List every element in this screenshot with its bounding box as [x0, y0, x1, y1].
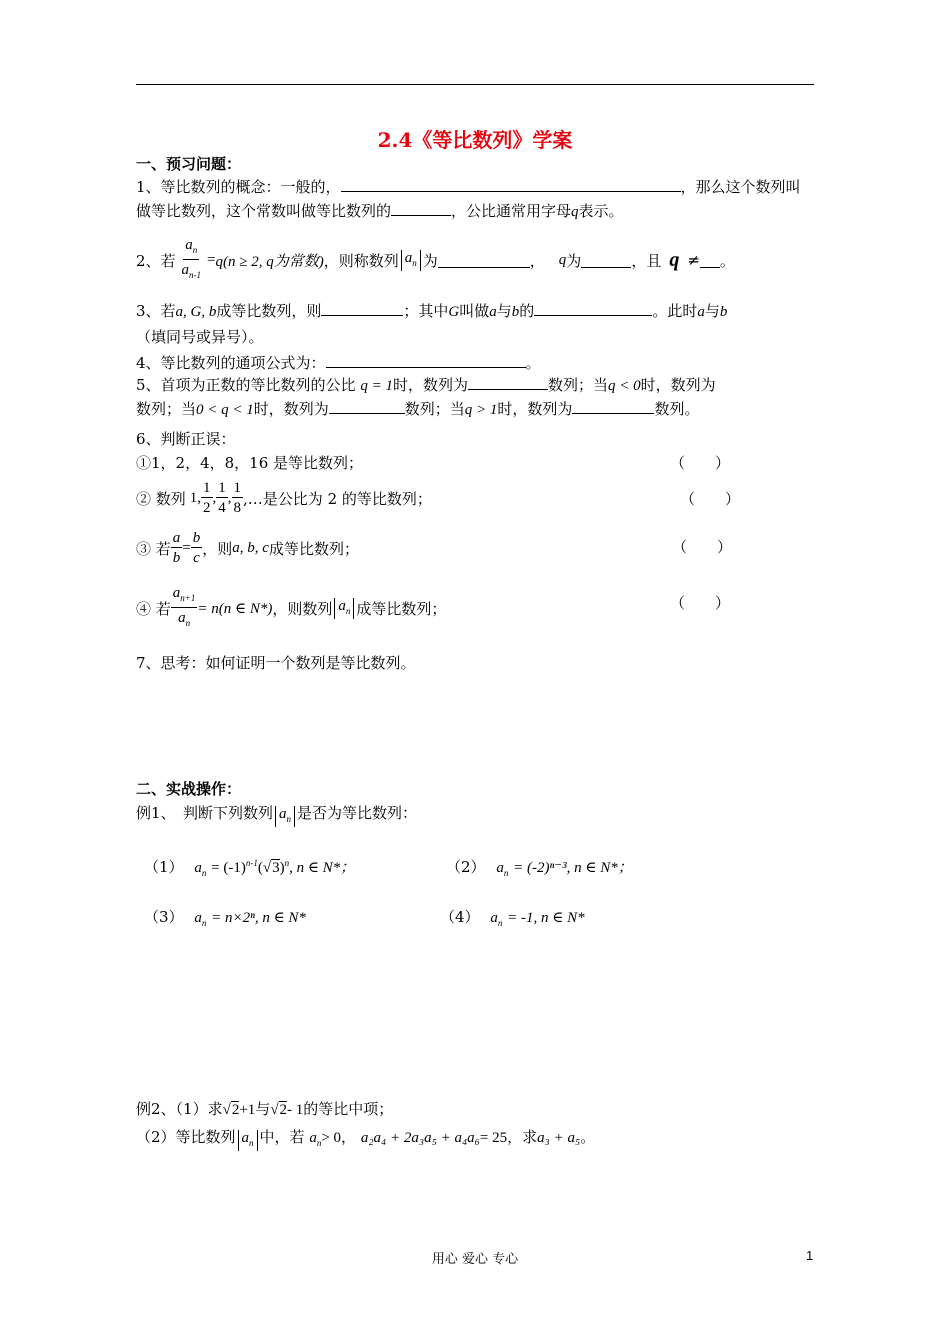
judge-item-1: ①1，2，4，8，16 是等比数列；	[136, 454, 364, 472]
answer-blank[interactable]	[341, 177, 681, 192]
answer-blank[interactable]	[468, 375, 548, 390]
answer-blank[interactable]	[438, 253, 530, 268]
answer-blank[interactable]	[391, 201, 451, 216]
fraction-half: $\frac{1}{2}$	[203, 479, 211, 516]
header-rule	[136, 84, 814, 85]
question-1-line-2: 做等比数列，这个常数叫做等比数列的 ，公比通常用字母q表示。	[136, 202, 624, 220]
question-7: 7、思考：如何证明一个数列是等比数列。	[136, 654, 416, 672]
section-2-heading: 二、实战操作：	[136, 780, 242, 798]
fraction-b-over-c: $\frac{b}{c}$	[192, 529, 201, 566]
judge-paren-3[interactable]: （ ）	[672, 538, 733, 556]
sequence-bracket: $a_n$	[275, 806, 295, 827]
judge-item-2: ② 数列 1, $\frac{1}{2}$ , $\frac{1}{4}$ , $\frac{1}{8}$ ,…是公比为 2 的等比数列；	[136, 479, 432, 516]
example-1-heading: 例1、 判断下列数列 $a_n$ 是否为等比数列：	[136, 802, 417, 827]
question-5-line-2: 数列；当0 < q < 1时，数列为 数列；当q > 1时，数列为 数列。	[136, 400, 700, 418]
page-title: 2.4《等比数列》学案	[377, 128, 573, 152]
page-number: 1	[806, 1248, 814, 1263]
page-footer: 用心 爱心 专心	[431, 1252, 519, 1267]
answer-blank[interactable]	[700, 253, 720, 268]
judge-item-3: ③ 若 $\frac{a}{b}$ = $\frac{b}{c}$ ，则 a, b, c 成等比数列；	[136, 529, 359, 566]
fraction-eighth: $\frac{1}{8}$	[233, 479, 242, 516]
question-4: 4、等比数列的通项公式为： 。	[136, 354, 541, 372]
judge-paren-4[interactable]: （ ）	[670, 594, 731, 612]
question-3-line-1: 3、若a, G, b成等比数列，则 ；其中G叫做a与b的 。此时a与b	[136, 302, 728, 320]
example-2-part-1: 例2、（1）求√2+1与√2- 1的等比中项；	[136, 1100, 394, 1118]
question-2: 2、若 $\frac{a_n}{a_{n-1}}$ = q(n ≥ 2, q为常数) ，则称数列 $a_n$ 为 ， q 为 ，且 q ≠ 。	[136, 236, 735, 284]
section-1-heading: 一、预习问题：	[136, 155, 242, 173]
answer-blank[interactable]	[321, 301, 403, 316]
answer-blank[interactable]	[326, 353, 526, 368]
fraction-quarter: $\frac{1}{4}$	[218, 479, 226, 516]
question-6-heading: 6、判断正误：	[136, 430, 236, 448]
sequence-bracket: $a_n$	[334, 598, 354, 619]
example-1-part-4: （4） $a_n = -1$, n ∈ N*	[440, 908, 585, 928]
judge-paren-1[interactable]: （ ）	[670, 454, 731, 472]
judge-paren-2[interactable]: （ ）	[680, 490, 741, 508]
answer-blank[interactable]	[572, 399, 654, 414]
sequence-bracket: $a_n$	[238, 1130, 258, 1151]
ratio-fraction: $\frac{a_n}{a_{n-1}}$	[181, 236, 202, 280]
example-1-part-3: （3） $a_n = n\times 2^n$, n ∈ N*	[144, 908, 306, 928]
answer-blank[interactable]	[534, 301, 652, 316]
example-1-part-2: （2） $a_n = (-2)^{n-3}$, n ∈ N*；	[446, 858, 633, 878]
question-1-line-1: 1、等比数列的概念：一般的， ，那么这个数列叫	[136, 178, 801, 196]
sequence-bracket: $a_n$	[401, 250, 421, 271]
example-1-part-1: （1） $a_n = (-1)^{n-1}(√3)^n$, n ∈ N*；	[144, 858, 356, 878]
answer-blank[interactable]	[329, 399, 405, 414]
fraction-a-over-b: $\frac{a}{b}$	[172, 529, 181, 566]
fraction-ratio: $\frac{a_{n+1}}{a_n}$	[172, 584, 196, 628]
answer-blank[interactable]	[581, 253, 631, 268]
judge-item-4: ④ 若 $\frac{a_{n+1}}{a_n}$ = n(n ∈ N*) ，则数列 $a_n$ 成等比数列；	[136, 584, 446, 632]
example-2-part-2: （2）等比数列 $a_n$ 中，若 $a_n> 0$， a₂a₄ + 2a₃a₅ + a₄a₆= 25，求a₃ + a₅。	[136, 1126, 595, 1151]
question-5-line-1: 5、首项为正数的等比数列的公比 q = 1时，数列为 数列；当q < 0时，数列为	[136, 376, 716, 394]
question-3-line-2: （填同号或异号）。	[136, 328, 264, 346]
